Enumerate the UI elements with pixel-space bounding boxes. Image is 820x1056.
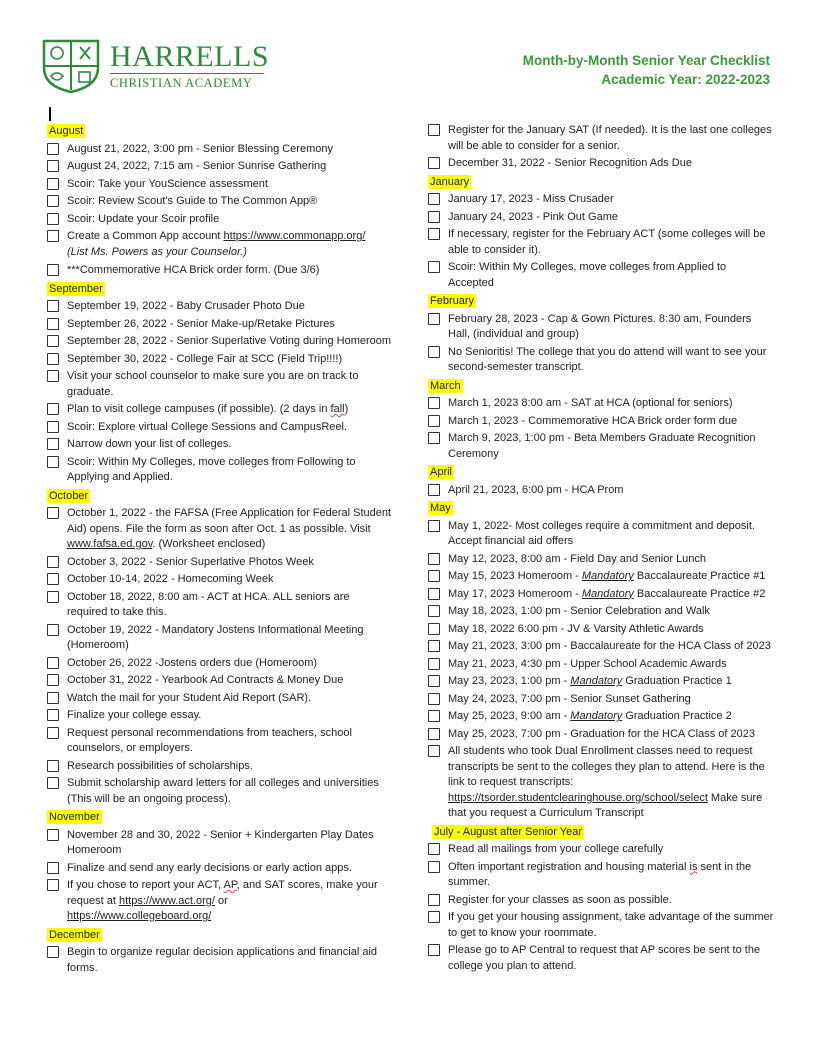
- checkbox[interactable]: [428, 432, 440, 444]
- checkbox[interactable]: [47, 335, 59, 347]
- checklist-item[interactable]: May 23, 2023, 1:00 pm - Mandatory Graduation Practice 1: [428, 674, 774, 690]
- checkbox[interactable]: [428, 745, 440, 757]
- checklist-item[interactable]: Request personal recommendations from teachers, school counselors, or employers.: [47, 726, 392, 757]
- checkbox[interactable]: [47, 760, 59, 772]
- checkbox[interactable]: [47, 143, 59, 155]
- commonapp-link[interactable]: https://www.commonapp.org/: [223, 230, 366, 242]
- checkbox[interactable]: [47, 862, 59, 874]
- collegeboard-link[interactable]: https://www.collegeboard.org/: [67, 910, 212, 922]
- checkbox[interactable]: [428, 228, 440, 240]
- checklist-item[interactable]: October 26, 2022 -Jostens orders due (Homeroom): [47, 656, 392, 672]
- section-august: August: [49, 125, 84, 137]
- checklist-item[interactable]: Create a Common App account https://www.commonapp.org/ (List Ms. Powers as your Counselor.): [47, 229, 392, 260]
- logo-name: HARRELLS: [110, 40, 270, 73]
- section-december: December: [49, 928, 100, 941]
- checklist-item[interactable]: May 15, 2023 Homeroom - Mandatory Baccalaureate Practice #1: [428, 569, 774, 585]
- checkbox[interactable]: [428, 124, 440, 136]
- checkbox[interactable]: [428, 861, 440, 873]
- section-january: January: [430, 175, 470, 188]
- checklist-item[interactable]: Watch the mail for your Student Aid Report (SAR).: [47, 691, 392, 707]
- checklist-item[interactable]: Visit your school counselor to make sure you are on track to graduate.: [47, 369, 392, 400]
- section-may: May: [430, 502, 451, 514]
- checklist-item[interactable]: If you chose to report your ACT, AP, and SAT scores, make your request at https://www.act.org/ or https://www.collegeboard.org/: [47, 878, 392, 925]
- checklist-item[interactable]: November 28 and 30, 2022 - Senior + Kindergarten Play Dates Homeroom: [47, 828, 392, 859]
- checklist-item[interactable]: August 21, 2022, 3:00 pm - Senior Blessing Ceremony: [47, 142, 392, 158]
- checklist-item[interactable]: October 18, 2022, 8:00 am - ACT at HCA. ALL seniors are required to take this.: [47, 590, 392, 621]
- checkbox[interactable]: [428, 675, 440, 687]
- checkbox[interactable]: [428, 553, 440, 565]
- checklist-item[interactable]: May 25, 2023, 9:00 am - Mandatory Graduation Practice 2: [428, 709, 774, 725]
- checkbox[interactable]: [428, 588, 440, 600]
- checkbox[interactable]: [428, 693, 440, 705]
- checkbox[interactable]: [47, 318, 59, 330]
- checklist-item[interactable]: Begin to organize regular decision applications and financial aid forms.: [47, 945, 392, 976]
- checklist-item[interactable]: Register for your classes as soon as possible.: [428, 893, 774, 909]
- academic-year: Academic Year: 2022-2023: [601, 72, 770, 87]
- checkbox[interactable]: [47, 727, 59, 739]
- checklist-item[interactable]: Scoir: Explore virtual College Sessions and CampusReel.: [47, 420, 392, 436]
- checkbox[interactable]: [428, 313, 440, 325]
- section-february: February: [430, 295, 475, 307]
- checklist-item[interactable]: March 1, 2023 8:00 am - SAT at HCA (optional for seniors): [428, 396, 774, 412]
- checkbox[interactable]: [47, 230, 59, 242]
- checklist-item[interactable]: April 21, 2023, 6:00 pm - HCA Prom: [428, 483, 774, 499]
- checkbox[interactable]: [428, 157, 440, 169]
- checklist-item[interactable]: January 17, 2023 - Miss Crusader: [428, 192, 774, 208]
- checklist-item[interactable]: February 28, 2023 - Cap & Gown Pictures. 8:30 am, Founders Hall, (individual and group): [428, 312, 774, 343]
- logo-subtitle: CHRISTIAN ACADEMY: [110, 76, 253, 90]
- checkbox[interactable]: [428, 346, 440, 358]
- checkbox[interactable]: [428, 843, 440, 855]
- checklist-item[interactable]: May 21, 2023, 4:30 pm - Upper School Academic Awards: [428, 657, 774, 673]
- checklist-item[interactable]: If you get your housing assignment, take advantage of the summer to get to know your roommate.: [428, 910, 774, 941]
- document-header: [523, 51, 770, 89]
- checklist-item[interactable]: All students who took Dual Enrollment classes need to request transcripts be sent to the colleges they plan to attend. Here is the link to request transcripts: https://tsorder.studentclearinghouse.org/school/select Make sure that you request a Curriculum Transcript: [428, 744, 774, 822]
- checklist-item[interactable]: Scoir: Within My Colleges, move colleges from Applied to Accepted: [428, 260, 774, 291]
- transcript-link[interactable]: https://tsorder.studentclearinghouse.org/school/select: [448, 791, 708, 804]
- checklist-item[interactable]: Please go to AP Central to request that AP scores be sent to the college you plan to attend.: [428, 943, 774, 974]
- checkbox[interactable]: [428, 570, 440, 582]
- section-april: April: [430, 466, 453, 478]
- checklist-item[interactable]: Finalize your college essay.: [47, 708, 392, 724]
- logo-divider: [110, 73, 264, 74]
- checkbox[interactable]: [47, 160, 59, 172]
- checkbox[interactable]: [428, 261, 440, 273]
- checkbox[interactable]: [47, 657, 59, 669]
- act-link[interactable]: https://www.act.org/: [118, 894, 215, 907]
- checklist-item[interactable]: Register for the January SAT (If needed). It is the last one colleges will be able to consider for a senior.: [428, 123, 774, 154]
- checkbox[interactable]: [47, 946, 59, 958]
- checkbox[interactable]: [428, 658, 440, 670]
- checkbox[interactable]: [47, 624, 59, 636]
- crest-icon: [40, 38, 102, 94]
- checklist-item[interactable]: Scoir: Update your Scoir profile: [47, 212, 392, 228]
- checklist-item[interactable]: No Senioritis! The college that you do attend will want to see your second-semester transcript.: [428, 345, 774, 376]
- checkbox[interactable]: [47, 300, 59, 312]
- checklist-item[interactable]: Submit scholarship award letters for all colleges and universities (This will be an ongoing process).: [47, 776, 392, 807]
- checkbox[interactable]: [428, 397, 440, 409]
- checkbox[interactable]: [428, 911, 440, 923]
- checkbox[interactable]: [47, 556, 59, 568]
- section-march: March: [430, 379, 461, 392]
- checklist-item[interactable]: May 1, 2022- Most colleges require a commitment and deposit. Accept financial aid offers: [428, 519, 774, 550]
- checkbox[interactable]: [428, 728, 440, 740]
- checkbox[interactable]: [428, 710, 440, 722]
- checklist-item[interactable]: October 10-14, 2022 - Homecoming Week: [47, 572, 392, 588]
- section-summer: July - August after Senior Year: [434, 825, 582, 838]
- checkbox[interactable]: [47, 709, 59, 721]
- checklist-item[interactable]: Often important registration and housing material is sent in the summer.: [428, 860, 774, 891]
- checkbox[interactable]: [47, 879, 59, 891]
- page-title: Month-by-Month Senior Year Checklist: [522, 53, 770, 68]
- checklist-item[interactable]: Research possibilities of scholarships.: [47, 759, 392, 775]
- checklist-item[interactable]: September 26, 2022 - Senior Make-up/Retake Pictures: [47, 317, 392, 333]
- checkbox[interactable]: [47, 353, 59, 365]
- school-logo: [40, 38, 270, 98]
- checkbox[interactable]: [47, 692, 59, 704]
- checklist-item[interactable]: May 18, 2022 6:00 pm - JV & Varsity Athletic Awards: [428, 622, 774, 638]
- checkbox[interactable]: [428, 894, 440, 906]
- checklist-item[interactable]: March 1, 2023 - Commemorative HCA Brick order form due: [428, 414, 774, 430]
- checkbox[interactable]: [47, 403, 59, 415]
- checkbox[interactable]: [428, 193, 440, 205]
- checkbox[interactable]: [428, 605, 440, 617]
- checklist-item[interactable]: September 19, 2022 - Baby Crusader Photo Due: [47, 299, 392, 315]
- right-column: [428, 121, 774, 974]
- checkbox[interactable]: [47, 421, 59, 433]
- checklist-item[interactable]: Scoir: Within My Colleges, move colleges from Following to Applying and Applied.: [47, 455, 392, 486]
- section-november: November: [49, 811, 100, 823]
- checkbox[interactable]: [428, 640, 440, 652]
- fafsa-link[interactable]: www.fafsa.ed.gov: [67, 538, 153, 550]
- checklist-item[interactable]: May 21, 2023, 3:00 pm - Baccalaureate for the HCA Class of 2023: [428, 639, 774, 655]
- left-column: [47, 121, 392, 976]
- checklist-item[interactable]: May 25, 2023, 7:00 pm - Graduation for the HCA Class of 2023: [428, 727, 774, 743]
- checkbox[interactable]: [47, 456, 59, 468]
- checklist-item[interactable]: ***Commemorative HCA Brick order form. (Due 3/6): [47, 263, 392, 279]
- checkbox[interactable]: [47, 507, 59, 519]
- checkbox[interactable]: [47, 777, 59, 789]
- checklist-item[interactable]: October 3, 2022 - Senior Superlative Photos Week: [47, 555, 392, 571]
- checkbox[interactable]: [428, 520, 440, 532]
- checklist-item[interactable]: May 24, 2023, 7:00 pm - Senior Sunset Gathering: [428, 692, 774, 708]
- checkbox[interactable]: [47, 674, 59, 686]
- checklist-item[interactable]: Scoir: Review Scout's Guide to The Common App®: [47, 194, 392, 210]
- checkbox[interactable]: [428, 415, 440, 427]
- checklist-item[interactable]: March 9, 2023, 1:00 pm - Beta Members Graduate Recognition Ceremony: [428, 431, 774, 462]
- checklist-item[interactable]: August 24, 2022, 7:15 am - Senior Sunrise Gathering: [47, 159, 392, 175]
- checklist-item[interactable]: Finalize and send any early decisions or early action apps.: [47, 861, 392, 877]
- checklist-item[interactable]: October 19, 2022 - Mandatory Jostens Informational Meeting (Homeroom): [47, 623, 392, 654]
- checklist-item[interactable]: If necessary, register for the February ACT (some colleges will be able to consider it).: [428, 227, 774, 258]
- checklist-item[interactable]: October 31, 2022 - Yearbook Ad Contracts & Money Due: [47, 673, 392, 689]
- checkbox[interactable]: [47, 438, 59, 450]
- checkbox[interactable]: [47, 829, 59, 841]
- checklist-item[interactable]: October 1, 2022 - the FAFSA (Free Application for Federal Student Aid) opens. File the form as soon after Oct. 1 as possible. Visit www.fafsa.ed.gov. (Worksheet enclosed): [47, 506, 392, 553]
- checkbox[interactable]: [428, 211, 440, 223]
- checkbox[interactable]: [47, 178, 59, 190]
- checklist-item[interactable]: December 31, 2022 - Senior Recognition Ads Due: [428, 156, 774, 172]
- checkbox[interactable]: [47, 370, 59, 382]
- checkbox[interactable]: [47, 591, 59, 603]
- checklist-item[interactable]: May 12, 2023, 8:00 am - Field Day and Senior Lunch: [428, 552, 774, 568]
- section-september: September: [49, 282, 103, 295]
- checklist-item[interactable]: September 30, 2022 - College Fair at SCC (Field Trip!!!!): [47, 352, 392, 368]
- checkbox[interactable]: [47, 195, 59, 207]
- section-october: October: [49, 489, 89, 502]
- checklist-item[interactable]: Narrow down your list of colleges.: [47, 437, 392, 453]
- checklist-item[interactable]: May 18, 2023, 1:00 pm - Senior Celebration and Walk: [428, 604, 774, 620]
- checkbox[interactable]: [428, 944, 440, 956]
- checklist-item[interactable]: January 24, 2023 - Pink Out Game: [428, 210, 774, 226]
- checkbox[interactable]: [47, 573, 59, 585]
- checkbox[interactable]: [47, 213, 59, 225]
- checklist-item[interactable]: May 17, 2023 Homeroom - Mandatory Baccalaureate Practice #2: [428, 587, 774, 603]
- checkbox[interactable]: [428, 623, 440, 635]
- checklist-item[interactable]: September 28, 2022 - Senior Superlative Voting during Homeroom: [47, 334, 392, 350]
- checklist-item[interactable]: Scoir: Take your YouScience assessment: [47, 177, 392, 193]
- checkbox[interactable]: [428, 484, 440, 496]
- text-cursor: [49, 107, 51, 121]
- checklist-item[interactable]: Plan to visit college campuses (if possible). (2 days in fall): [47, 402, 392, 418]
- checklist-item[interactable]: Read all mailings from your college carefully: [428, 842, 774, 858]
- checkbox[interactable]: [47, 264, 59, 276]
